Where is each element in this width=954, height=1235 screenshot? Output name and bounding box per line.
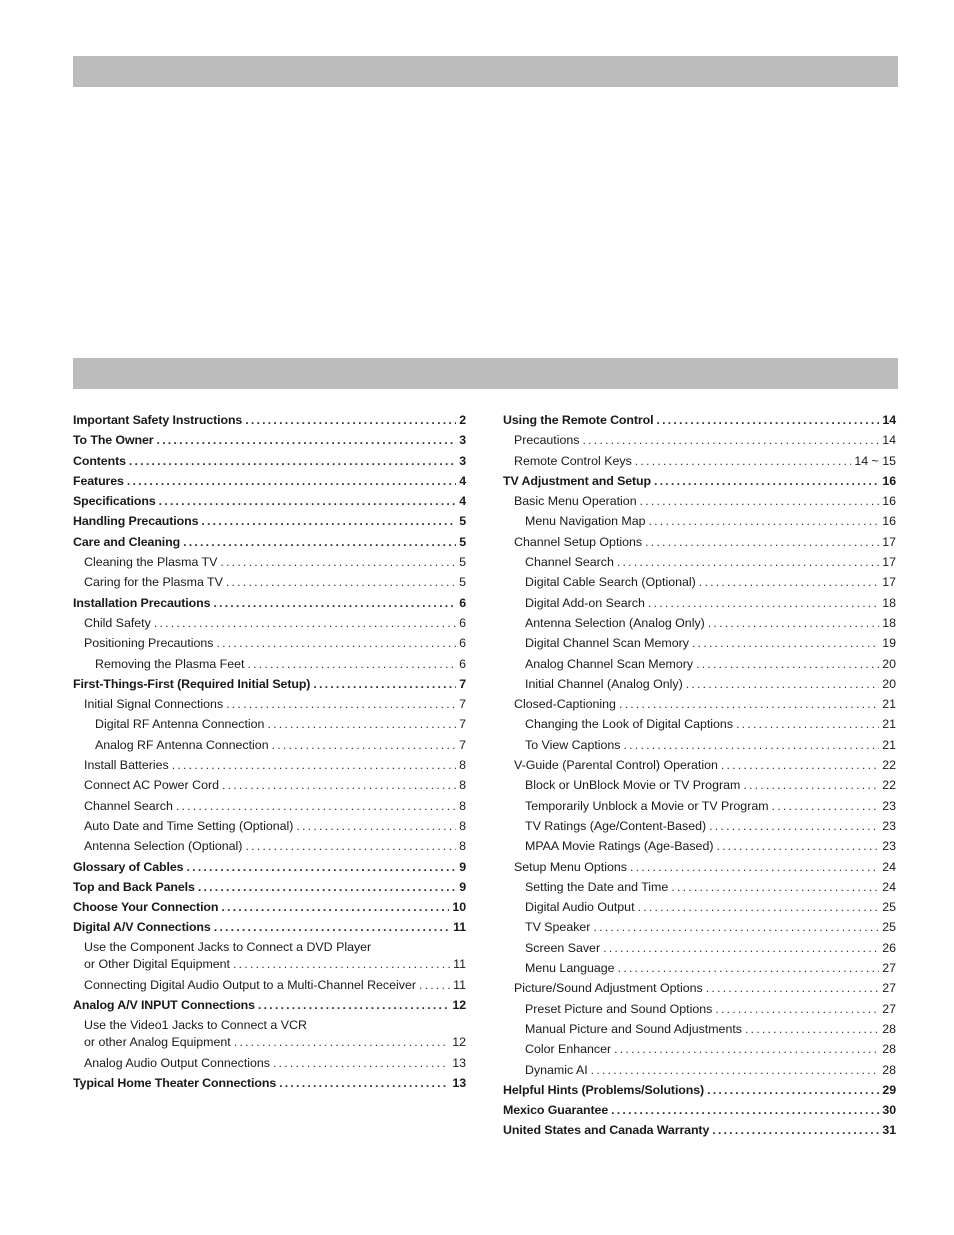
toc-entry [73, 552, 466, 572]
toc-entry-label: Menu Navigation Map [525, 514, 646, 529]
toc-entry [73, 613, 466, 633]
toc-entry-page: 21 [882, 737, 896, 752]
dot-leader [603, 938, 879, 958]
toc-entry [73, 1053, 466, 1073]
toc-entry-label: Initial Signal Connections [84, 697, 224, 712]
toc-entry-label: Important Safety Instructions [73, 413, 243, 427]
dot-leader [645, 532, 879, 552]
toc-entry [73, 532, 466, 552]
toc-entry-label: Handling Precautions [73, 514, 199, 529]
toc-entry-label: or Other Digital Equipment [84, 957, 231, 972]
toc-entry [503, 451, 896, 471]
toc-entry-page: 23 [882, 839, 896, 854]
toc-entry-page: 8 [459, 839, 466, 854]
toc-entry-page: 16 [882, 514, 896, 529]
toc-entry [73, 410, 466, 430]
dot-leader [258, 995, 449, 1015]
header-band-top [73, 56, 898, 87]
toc-entry-page: 18 [882, 595, 896, 610]
toc-entry-label: Connect AC Power Cord [84, 778, 219, 793]
toc-entry [73, 877, 466, 897]
toc-entry-label: or other Analog Equipment [84, 1035, 231, 1050]
dot-leader [186, 857, 456, 877]
toc-entry [73, 775, 466, 795]
toc-entry-page: 8 [459, 778, 466, 793]
toc-entry-label: Child Safety [84, 615, 151, 630]
dot-leader [221, 897, 449, 917]
toc-entry [503, 857, 896, 877]
toc-entry-page: 18 [882, 615, 896, 630]
toc-entry-label: Specifications [73, 494, 156, 509]
toc-entry-label: Use the Component Jacks to Connect a DVD Player [84, 940, 372, 955]
toc-entry-page: 20 [882, 676, 896, 691]
toc-entry [73, 430, 466, 450]
toc-entry-label: Precautions [514, 433, 580, 448]
toc-column-left [73, 410, 466, 1093]
dot-leader [617, 552, 879, 572]
toc-entry [73, 694, 466, 714]
dot-leader [699, 572, 879, 592]
toc-entry [503, 1120, 896, 1140]
toc-entry-page: 17 [882, 534, 896, 549]
toc-entry-page: 27 [882, 1001, 896, 1016]
toc-entry-page: 5 [459, 575, 466, 590]
dot-leader [226, 572, 456, 592]
toc-entry [503, 978, 896, 998]
toc-entry-page: 9 [459, 879, 466, 894]
dot-leader [686, 674, 879, 694]
toc-entry-page: 7 [459, 676, 466, 691]
toc-entry-label: Digital Cable Search (Optional) [525, 575, 696, 590]
toc-entry [73, 633, 466, 653]
toc-entry-label: Digital Channel Scan Memory [525, 636, 689, 651]
toc-entry-label: Positioning Precautions [84, 636, 214, 651]
toc-entry [73, 995, 466, 1015]
toc-entry-page: 25 [882, 900, 896, 915]
dot-leader [772, 796, 880, 816]
toc-entry [73, 796, 466, 816]
toc-entry-page: 7 [459, 737, 466, 752]
toc-entry [503, 1080, 896, 1100]
toc-entry-label: Features [73, 473, 124, 488]
dot-leader [313, 674, 456, 694]
toc-entry [503, 917, 896, 937]
toc-entry [503, 816, 896, 836]
toc-entry-page: 24 [882, 879, 896, 894]
toc-entry-label: Setup Menu Options [514, 859, 627, 874]
toc-entry [73, 654, 466, 674]
toc-entry-page: 14 ~ 15 [854, 453, 896, 468]
toc-entry-page: 23 [882, 818, 896, 833]
toc-entry [73, 755, 466, 775]
toc-entry-page: 6 [459, 636, 466, 651]
toc-entry-label: Glossary of Cables [73, 859, 184, 874]
toc-entry-label: Dynamic AI [525, 1062, 588, 1077]
dot-leader [159, 491, 457, 511]
toc-entry [503, 430, 896, 450]
toc-entry-label: Screen Saver [525, 940, 601, 955]
toc-entry-page: 16 [882, 494, 896, 509]
toc-entry [73, 572, 466, 592]
toc-entry-label: Installation Precautions [73, 595, 211, 610]
dot-leader [226, 694, 456, 714]
toc-entry-label: Channel Search [84, 798, 173, 813]
dot-leader [709, 816, 879, 836]
toc-entry-label: Menu Language [525, 961, 615, 976]
toc-entry-page: 5 [459, 514, 466, 529]
dot-leader [671, 877, 879, 897]
toc-entry-label: Analog RF Antenna Connection [95, 737, 269, 752]
toc-entry-page: 17 [882, 575, 896, 590]
toc-entry-label: Changing the Look of Digital Captions [525, 717, 734, 732]
toc-entry-label: Basic Menu Operation [514, 494, 637, 509]
toc-entry-label: Using the Remote Control [503, 413, 654, 427]
dot-leader [198, 877, 456, 897]
toc-entry-label: Preset Picture and Sound Options [525, 1001, 713, 1016]
toc-entry [73, 491, 466, 511]
toc-entry-label: Channel Setup Options [514, 534, 643, 549]
toc-entry [503, 1039, 896, 1059]
toc-entry [503, 1060, 896, 1080]
toc-entry-label: Color Enhancer [525, 1042, 612, 1057]
toc-entry [73, 451, 466, 471]
toc-entry [73, 674, 466, 694]
dot-leader [649, 511, 880, 531]
toc-entry-page: 29 [882, 1082, 896, 1097]
toc-entry [73, 593, 466, 613]
toc-entry-page: 28 [882, 1042, 896, 1057]
dot-leader [245, 836, 456, 856]
toc-entry [73, 1017, 466, 1051]
toc-entry [73, 917, 466, 937]
toc-entry-label: Manual Picture and Sound Adjustments [525, 1021, 742, 1036]
toc-entry-label: Care and Cleaning [73, 534, 181, 549]
toc-entry-label: Digital Audio Output [525, 900, 635, 915]
dot-leader [656, 410, 879, 430]
dot-leader [201, 511, 456, 531]
toc-entry-page: 24 [882, 859, 896, 874]
toc-entry-page: 20 [882, 656, 896, 671]
toc-entry-label: Auto Date and Time Setting (Optional) [84, 818, 294, 833]
toc-entry-page: 22 [882, 758, 896, 773]
dot-leader [716, 836, 879, 856]
toc-entry-label: Cleaning the Plasma TV [84, 555, 218, 570]
toc-entry-page: 6 [459, 615, 466, 630]
dot-leader [640, 491, 880, 511]
toc-entry-label: Caring for the Plasma TV [84, 575, 223, 590]
toc-entry-page: 8 [459, 818, 466, 833]
toc-entry-page: 21 [882, 697, 896, 712]
toc-entry-page: 9 [459, 859, 466, 874]
toc-entry-page: 25 [882, 920, 896, 935]
toc-entry-label: Digital RF Antenna Connection [95, 717, 265, 732]
toc-entry-label: Top and Back Panels [73, 879, 195, 894]
toc-entry-label: Mexico Guarantee [503, 1103, 609, 1118]
toc-entry-label: Contents [73, 453, 126, 468]
dot-leader [611, 1100, 879, 1120]
toc-entry [73, 975, 466, 995]
toc-entry [503, 714, 896, 734]
dot-leader [279, 1073, 449, 1093]
toc-entry-page: 14 [882, 413, 896, 427]
toc-entry-page: 27 [882, 961, 896, 976]
toc-entry [503, 471, 896, 491]
toc-entry [503, 654, 896, 674]
toc-entry-label: Install Batteries [84, 758, 169, 773]
toc-entry-page: 12 [452, 1035, 466, 1050]
dot-leader [715, 999, 879, 1019]
toc-entry [73, 836, 466, 856]
toc-entry-label: To View Captions [525, 737, 621, 752]
toc-entry-page: 7 [459, 717, 466, 732]
toc-entry [503, 511, 896, 531]
toc-entry-label: Choose Your Connection [73, 900, 219, 915]
toc-entry-label: First-Things-First (Required Initial Setup) [73, 676, 311, 691]
toc-entry [73, 471, 466, 491]
toc-entry [503, 999, 896, 1019]
toc-entry [503, 938, 896, 958]
dot-leader [638, 897, 880, 917]
toc-entry-label: United States and Canada Warranty [503, 1123, 710, 1138]
toc-entry-page: 26 [882, 940, 896, 955]
toc-entry-label: Initial Channel (Analog Only) [525, 676, 683, 691]
toc-entry-page: 5 [459, 555, 466, 570]
toc-entry-page: 28 [882, 1021, 896, 1036]
toc-entry [73, 735, 466, 755]
toc-entry [503, 552, 896, 572]
dot-leader [619, 694, 879, 714]
toc-entry-page: 19 [882, 636, 896, 651]
toc-entry-label: Typical Home Theater Connections [73, 1075, 277, 1090]
dot-leader [624, 735, 880, 755]
dot-leader [234, 1034, 449, 1051]
toc-entry-label: MPAA Movie Ratings (Age-Based) [525, 839, 714, 854]
dot-leader [220, 552, 456, 572]
toc-entry [503, 633, 896, 653]
toc-entry-page: 31 [882, 1123, 896, 1138]
toc-entry [73, 857, 466, 877]
dot-leader [707, 1080, 879, 1100]
dot-leader [743, 775, 879, 795]
toc-entry-page: 7 [459, 697, 466, 712]
dot-leader [648, 593, 879, 613]
dot-leader [273, 1053, 449, 1073]
toc-entry-page: 11 [453, 977, 466, 992]
toc-entry-label: Block or UnBlock Movie or TV Program [525, 778, 741, 793]
toc-entry-page: 14 [882, 433, 896, 448]
toc-entry-label: Setting the Date and Time [525, 879, 669, 894]
toc-entry [503, 674, 896, 694]
toc-entry-page: 8 [459, 758, 466, 773]
dot-leader [172, 755, 456, 775]
toc-entry-page: 13 [452, 1075, 466, 1090]
toc-entry-label: Closed-Captioning [514, 697, 616, 712]
dot-leader [712, 1120, 879, 1140]
toc-entry-label: Removing the Plasma Feet [95, 656, 245, 671]
dot-leader [222, 775, 456, 795]
toc-entry [73, 1073, 466, 1093]
dot-leader [635, 451, 852, 471]
dot-leader [176, 796, 456, 816]
toc-entry-page: 13 [452, 1055, 466, 1070]
header-band-contents [73, 358, 898, 389]
toc-entry-label: V-Guide (Parental Control) Operation [514, 758, 718, 773]
dot-leader [692, 633, 879, 653]
toc-entry-page: 3 [459, 453, 466, 468]
toc-entry-page: 22 [882, 778, 896, 793]
toc-entry-label: Helpful Hints (Problems/Solutions) [503, 1082, 705, 1097]
toc-entry-label: Analog Channel Scan Memory [525, 656, 694, 671]
toc-entry-page: 6 [459, 656, 466, 671]
dot-leader [654, 471, 879, 491]
toc-entry-label: Antenna Selection (Optional) [84, 839, 243, 854]
toc-entry-page: 30 [882, 1103, 896, 1118]
toc-entry [503, 958, 896, 978]
dot-leader [245, 410, 456, 430]
toc-entry-page: 23 [882, 798, 896, 813]
dot-leader [708, 613, 879, 633]
dot-leader [129, 451, 456, 471]
dot-leader [157, 430, 457, 450]
toc-entry [73, 816, 466, 836]
toc-entry [73, 714, 466, 734]
toc-entry [503, 593, 896, 613]
toc-entry [503, 735, 896, 755]
toc-entry-label: To The Owner [73, 433, 154, 448]
toc-entry-page: 6 [459, 595, 466, 610]
toc-entry [503, 491, 896, 511]
dot-leader [127, 471, 456, 491]
toc-entry [503, 694, 896, 714]
toc-entry-label: Use the Video1 Jacks to Connect a VCR [84, 1018, 307, 1033]
dot-leader [247, 654, 456, 674]
dot-leader [419, 975, 450, 995]
toc-column-right [503, 410, 896, 1141]
toc-entry-label: TV Ratings (Age/Content-Based) [525, 818, 707, 833]
toc-entry-label: TV Adjustment and Setup [503, 473, 651, 488]
dot-leader [296, 816, 456, 836]
dot-leader [217, 633, 457, 653]
toc-entry-page: 27 [882, 981, 896, 996]
toc-entry-page: 16 [882, 473, 896, 488]
toc-entry [503, 775, 896, 795]
toc-entry [503, 572, 896, 592]
toc-entry [503, 410, 896, 430]
toc-entry [503, 1100, 896, 1120]
dot-leader [154, 613, 456, 633]
toc-entry [503, 877, 896, 897]
toc-entry [73, 511, 466, 531]
dot-leader [618, 958, 880, 978]
toc-entry-page: 4 [459, 473, 466, 488]
toc-entry [503, 613, 896, 633]
toc-entry [73, 939, 466, 973]
toc-entry-page: 2 [459, 413, 466, 427]
toc-entry-label: Connecting Digital Audio Output to a Multi-Channel Receiver [84, 977, 416, 992]
toc-entry-label: Remote Control Keys [514, 453, 632, 468]
dot-leader [267, 714, 456, 734]
dot-leader [213, 593, 456, 613]
toc-entry-label: TV Speaker [525, 920, 591, 935]
toc-entry [503, 532, 896, 552]
toc-entry [73, 897, 466, 917]
toc-entry [503, 1019, 896, 1039]
toc-entry-page: 3 [459, 433, 466, 448]
dot-leader [591, 1060, 880, 1080]
dot-leader [736, 714, 879, 734]
toc-entry-page: 10 [452, 900, 466, 915]
toc-entry-page: 4 [459, 494, 466, 509]
dot-leader [214, 917, 450, 937]
dot-leader [630, 857, 879, 877]
toc-entry-page: 17 [882, 555, 896, 570]
dot-leader [582, 430, 879, 450]
toc-entry [503, 897, 896, 917]
toc-entry-page: 28 [882, 1062, 896, 1077]
dot-leader [706, 978, 879, 998]
toc-entry-label: Digital Add-on Search [525, 595, 645, 610]
dot-leader [272, 735, 457, 755]
dot-leader [233, 956, 450, 973]
toc-entry-label: Picture/Sound Adjustment Options [514, 981, 703, 996]
toc-entry-label: Channel Search [525, 555, 614, 570]
toc-entry-label: Antenna Selection (Analog Only) [525, 615, 705, 630]
dot-leader [183, 532, 456, 552]
dot-leader [696, 654, 879, 674]
toc-entry-page: 21 [882, 717, 896, 732]
toc-entry-page: 5 [459, 534, 466, 549]
toc-entry [503, 755, 896, 775]
toc-entry-page: 11 [453, 957, 466, 972]
toc-entry [503, 836, 896, 856]
toc-entry-page: 8 [459, 798, 466, 813]
toc-entry [503, 796, 896, 816]
toc-entry-label: Digital A/V Connections [73, 920, 211, 935]
dot-leader [614, 1039, 879, 1059]
dot-leader [593, 917, 879, 937]
toc-entry-label: Temporarily Unblock a Movie or TV Program [525, 798, 769, 813]
dot-leader [745, 1019, 879, 1039]
toc-entry-label: Analog Audio Output Connections [84, 1055, 270, 1070]
toc-entry-page: 12 [452, 998, 466, 1013]
toc-entry-label: Analog A/V INPUT Connections [73, 998, 255, 1013]
toc-entry-page: 11 [453, 920, 466, 935]
dot-leader [721, 755, 879, 775]
